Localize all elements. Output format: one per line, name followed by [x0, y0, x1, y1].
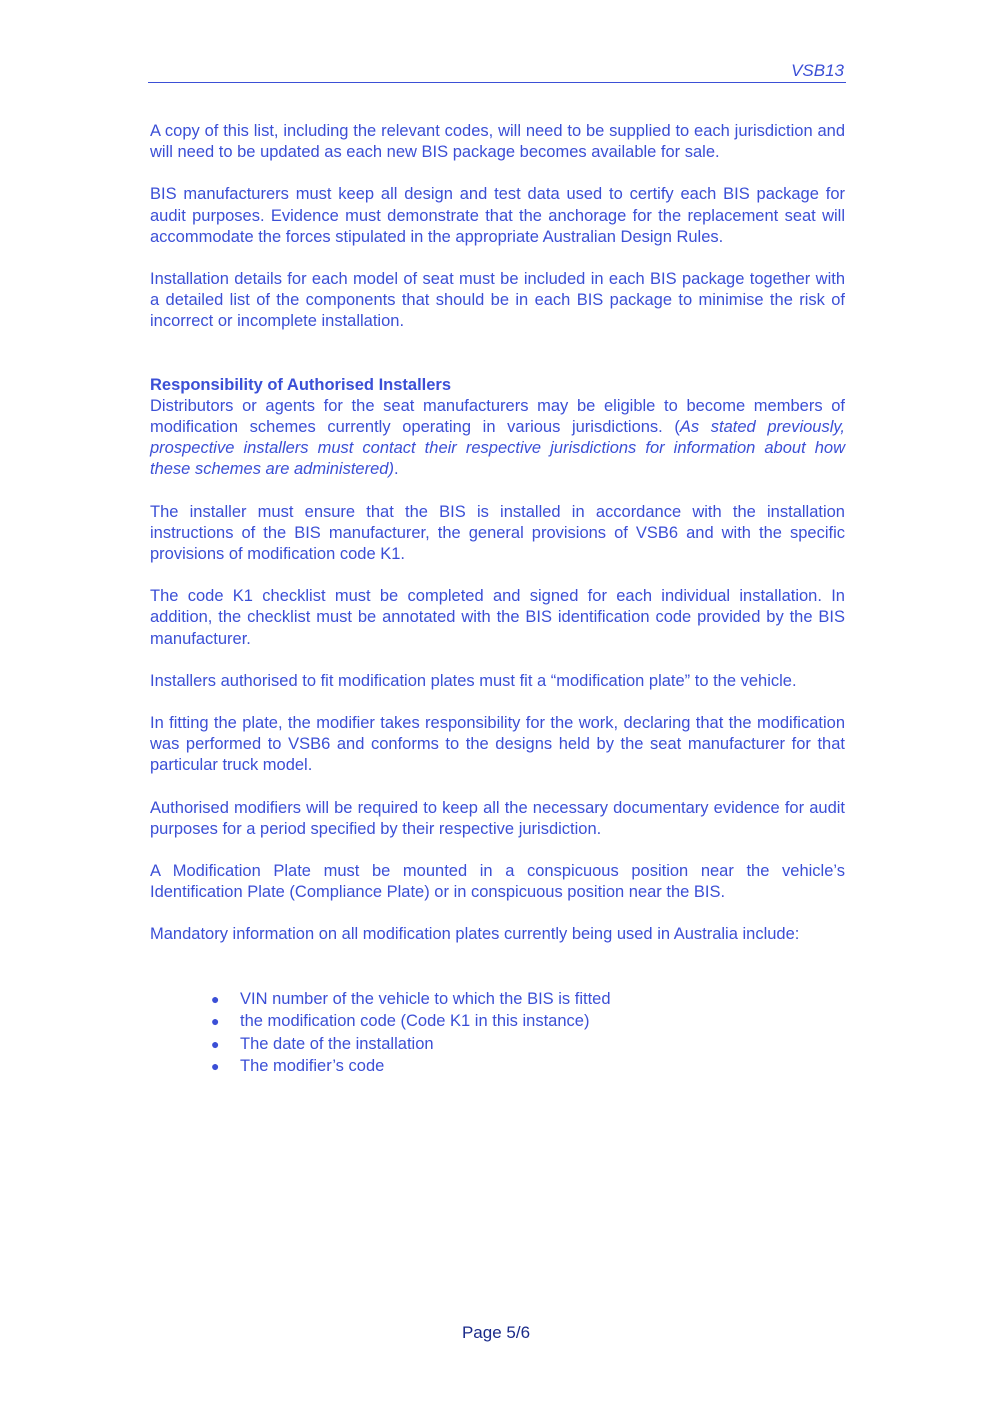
- distributors-text: Distributors or agents for the seat manufacturers may be eligible to become members of modification schemes currently operating in various jurisdictions. (: [150, 396, 845, 437]
- list-item-text: VIN number of the vehicle to which the BIS is fitted: [240, 989, 611, 1008]
- paragraph-installer-duty: The installer must ensure that the BIS is installed in accordance with the installation instructions of the BIS manufacturer, the general provisions of VSB6 and with the specific provisions of modification code K1.: [150, 502, 845, 564]
- list-item: [150, 1033, 845, 1056]
- list-item-text: The modifier’s code: [240, 1057, 385, 1076]
- list-item: [150, 988, 845, 1011]
- bullet-icon: ●: [211, 1035, 220, 1052]
- header-divider: [148, 82, 846, 83]
- paragraph-checklist: The code K1 checklist must be completed and signed for each individual installation. In addition, the checklist must be annotated with the BIS identification code provided by the BIS manufacturer.: [150, 587, 845, 648]
- paragraph-fitting-plate: In fitting the plate, the modifier takes responsibility for the work, declaring that the modification was performed to VSB6 and conforms to the designs held by the seat manufacturer for that particular truck model.: [150, 714, 845, 775]
- list-item: [150, 1010, 845, 1033]
- section-heading: Responsibility of Authorised Installers: [150, 375, 452, 394]
- list-item-text: The date of the installation: [240, 1034, 434, 1053]
- bullet-icon: ●: [211, 990, 220, 1007]
- distributors-end: .: [393, 460, 399, 479]
- paragraph-distributors: [150, 396, 845, 481]
- list-item: [150, 1055, 845, 1078]
- paragraph-installation-details: Installation details for each model of seat must be included in each BIS package together with a detailed list of the components that should be in each BIS package to minimise the risk of incorrect or incomplete installation.: [150, 270, 845, 331]
- bullet-icon: ●: [211, 1013, 220, 1030]
- page-number: Page 5/6: [461, 1323, 531, 1342]
- bullet-icon: ●: [211, 1058, 220, 1075]
- mandatory-info-list: [150, 988, 845, 1078]
- distributors-italic-note: As stated previously, prospective installers must contact their respective jurisdictions for information about how these schemes are administered): [150, 418, 846, 479]
- paragraph-mandatory-info: Mandatory information on all modification plates currently being used in Australia include:: [150, 925, 800, 944]
- paragraph-plate-mounting: A Modification Plate must be mounted in a conspicuous position near the vehicle’s Identification Plate (Compliance Plate) or in conspicuous position near the BIS.: [150, 862, 845, 902]
- paragraph-list-copy: A copy of this list, including the relevant codes, will need to be supplied to each jurisdiction and will need to be updated as each new BIS package becomes available for sale.: [150, 122, 845, 162]
- document-code: VSB13: [791, 61, 844, 80]
- paragraph-documentary-evidence: Authorised modifiers will be required to keep all the necessary documentary evidence for audit purposes for a period specified by their respective jurisdiction.: [150, 798, 845, 838]
- list-item-text: the modification code (Code K1 in this instance): [240, 1012, 590, 1031]
- paragraph-design-data: BIS manufacturers must keep all design and test data used to certify each BIS package for audit purposes. Evidence must demonstrate that the anchorage for the replacement seat will accommodate the forces stipulated in the appropriate Australian Design Rules.: [150, 185, 845, 246]
- paragraph-modification-plates: Installers authorised to fit modification plates must fit a “modification plate” to the vehicle.: [150, 671, 797, 690]
- document-body: [150, 121, 845, 1078]
